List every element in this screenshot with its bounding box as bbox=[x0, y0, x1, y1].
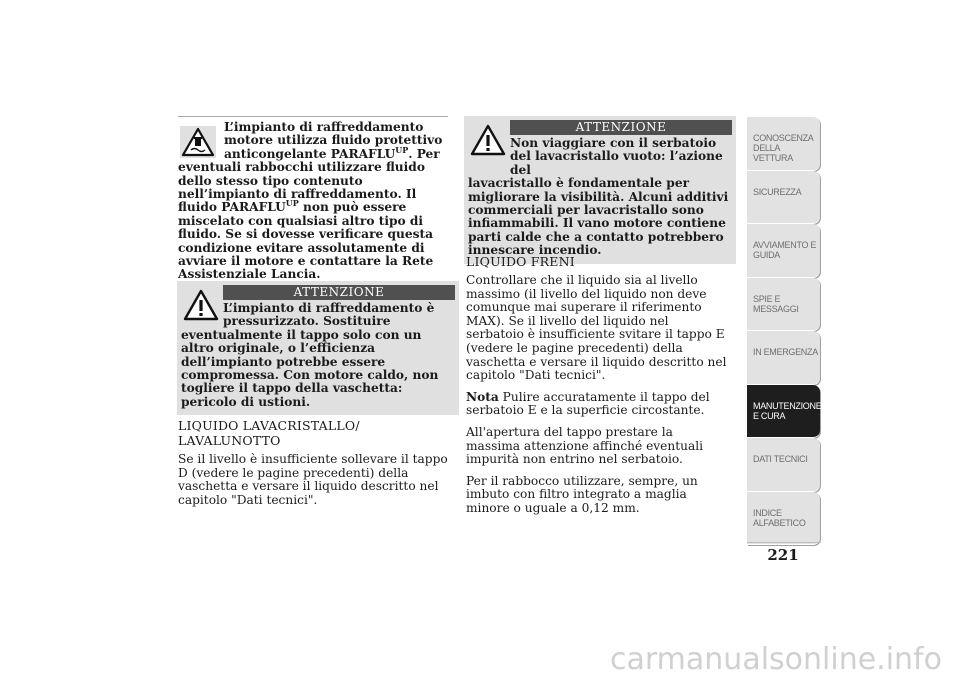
coolant-note-text: eventuali rabbocchi utilizzare fluido dello stesso tipo contenuto nell’impianto di raffreddamento. Il fluido PARAFLU bbox=[178, 160, 425, 215]
coolant-note-lead: L’impianto di raffreddamento motore utilizza fluido protettivo anticongelante PARAFLU bbox=[224, 120, 443, 161]
warning-box-pressurized bbox=[177, 281, 459, 415]
warning-text: eventualmente il tappo solo con un altro originale, o l’efficienza dell’impianto potrebbe essere compromessa. Con motore caldo, non togliere il tappo della vaschetta: pericolo di ustioni. bbox=[181, 327, 439, 409]
tab-label: SICUREZZA bbox=[753, 186, 802, 197]
tab-sicurezza[interactable] bbox=[747, 171, 820, 225]
watermark: carmanualsonline.info bbox=[610, 642, 942, 677]
note-text: Pulire accuratamente il tappo del serbatoio E e la superficie circostante. bbox=[466, 389, 710, 418]
tab-label: AVVIAMENTO E GUIDA bbox=[753, 240, 817, 260]
warning-lead: L’impianto di raffreddamento è pressurizzato. Sostituire bbox=[223, 301, 435, 329]
coolant-note bbox=[178, 116, 448, 282]
tab-label: INDICE ALFABETICO bbox=[753, 507, 806, 528]
section-title-brake-fluid: LIQUIDO FRENI bbox=[466, 254, 575, 269]
washer-fluid-section bbox=[178, 418, 450, 507]
coolant-warning-icon bbox=[180, 126, 216, 158]
note-label: Nota bbox=[466, 389, 499, 404]
brake-fluid-paragraph: Per il rabbocco utilizzare, sempre, un imbuto con filtro integrato a maglia minore o uguale a 0,12 mm. bbox=[466, 473, 698, 515]
warning-lead: Non viaggiare con il serbatoio del lavacristallo vuoto: l’azione del bbox=[510, 136, 723, 177]
brake-fluid-note bbox=[466, 391, 730, 418]
tab-indice[interactable] bbox=[747, 492, 820, 546]
paraflu-superscript: UP bbox=[395, 144, 409, 155]
tab-conoscenza[interactable] bbox=[747, 117, 820, 171]
brake-fluid-paragraph: Controllare che il liquido sia al livello massimo (il livello del liquido non deve comunque mai superare il riferimento MAX). Se il livello del liquido nel serbatoio è insufficiente svitare il tappo E (vedere le pagine precedenti) della vaschetta e versare il liquido descritto nel capitolo "Dati tecnici". bbox=[466, 273, 727, 383]
brake-fluid-section bbox=[466, 254, 730, 524]
warning-header: ATTENZIONE bbox=[510, 120, 732, 135]
page-number: 221 bbox=[767, 546, 799, 564]
tab-label: IN EMERGENZA bbox=[753, 347, 818, 357]
tab-label: MANUTENZIONE E CURA bbox=[753, 400, 822, 421]
tab-spie[interactable] bbox=[747, 278, 820, 332]
tab-label: DATI TECNICI bbox=[753, 454, 808, 464]
warning-header: ATTENZIONE bbox=[223, 285, 455, 300]
warning-box-washer bbox=[464, 116, 736, 264]
brake-fluid-paragraph: All'apertura del tappo prestare la massima attenzione affinché eventuali impurità non entrino nel serbatoio. bbox=[466, 424, 704, 467]
tab-label: CONOSCENZA DELLA VETTURA bbox=[753, 133, 814, 163]
tab-dati-tecnici[interactable] bbox=[747, 438, 820, 492]
tabs-bottom-rule bbox=[747, 542, 821, 543]
warning-text: lavacristallo è fondamentale per migliorare la visibilità. Alcuni additivi commerciali per lavacristallo sono infiammabili. Il vano motore contiene parti calde che a contatto potrebbero innescare incendio. bbox=[468, 176, 729, 258]
tab-emergenza[interactable] bbox=[747, 331, 820, 385]
tab-avviamento[interactable] bbox=[747, 224, 820, 278]
tab-label: SPIE E MESSAGGI bbox=[753, 293, 799, 314]
coolant-note-text-end: non può essere miscelato con qualsiasi altro tipo di fluido. Se si dovesse verificare questa condizione evitare assolutamente di avviare il motore e contattare la Rete Assistenziale Lancia. bbox=[178, 200, 434, 282]
section-title-washer-fluid: LIQUIDO LAVACRISTALLO/ LAVALUNOTTO bbox=[178, 418, 360, 448]
tab-manutenzione[interactable] bbox=[747, 385, 820, 439]
warning-triangle-icon bbox=[183, 289, 219, 321]
washer-fluid-body: Se il livello è insufficiente sollevare il tappo D (vedere le pagine precedenti) della vaschetta e versare il liquido descritto nel capitolo "Dati tecnici". bbox=[178, 452, 448, 507]
note-separator bbox=[178, 116, 448, 117]
warning-triangle-icon bbox=[470, 124, 506, 156]
coolant-note-lead-end: . Per bbox=[408, 146, 440, 161]
paraflu-superscript: UP bbox=[285, 198, 299, 209]
chapter-tabs bbox=[747, 117, 820, 545]
